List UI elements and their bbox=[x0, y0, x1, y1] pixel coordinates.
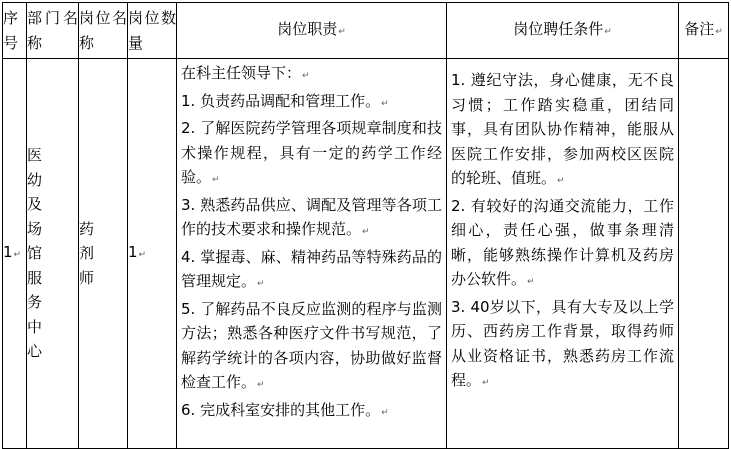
row-duties bbox=[177, 59, 447, 449]
header-post-count: 岗位数量 bbox=[128, 3, 177, 59]
header-remarks: 备注↵ bbox=[679, 3, 729, 59]
duty-item: 5. 了解药品不良反应监测的程序与监测方法；熟悉各种医疗文件书写规范，了解药学统计的各项内容，协助做好监督检查工作。↵ bbox=[181, 299, 442, 391]
row-post-name: 药剂师 bbox=[79, 59, 128, 449]
duties-intro: 在科主任领导下：↵ bbox=[181, 64, 310, 82]
duty-item: 2. 了解医院药学管理各项规章制度和技术操作规程，具有一定的药学工作经验。↵ bbox=[181, 119, 442, 186]
header-post-name: 岗位名称 bbox=[79, 3, 128, 59]
header-dept: 部门名称 bbox=[27, 3, 79, 59]
job-posting-table bbox=[2, 2, 729, 449]
row-post-count: 1↵ bbox=[128, 59, 177, 449]
table-row bbox=[3, 59, 729, 449]
row-seq: 1↵ bbox=[3, 59, 27, 449]
requirement-item: 1. 遵纪守法，身心健康，无不良习惯；工作踏实稳重，团结同事，具有团队协作精神，能服从医院工作安排，参加两校区医院的轮班、值班。↵ bbox=[451, 71, 674, 187]
header-requirements: 岗位聘任条件↵ bbox=[447, 3, 679, 59]
requirement-item: 3. 40岁以下，具有大专及以上学历、西药房工作背景，取得药师从业资格证书，熟悉药房工作流程。↵ bbox=[451, 297, 674, 389]
duty-item: 1. 负责药品调配和管理工作。↵ bbox=[181, 91, 389, 110]
header-seq: 序号 bbox=[3, 3, 27, 59]
header-duties: 岗位职责↵ bbox=[177, 3, 447, 59]
row-remarks bbox=[679, 59, 729, 449]
requirement-item: 2. 有较好的沟通交流能力，工作细心，责任心强，做事条理清晰，能够熟练操作计算机及药房办公软件。↵ bbox=[451, 196, 674, 288]
row-dept: 医幼及场馆服务中心 bbox=[27, 59, 79, 449]
header-row bbox=[3, 3, 729, 59]
duty-item: 3. 熟悉药品供应、调配及管理等各项工作的技术要求和操作规范。↵ bbox=[181, 195, 442, 238]
duty-item: 6. 完成科室安排的其他工作。↵ bbox=[181, 400, 389, 419]
duty-item: 4. 掌握毒、麻、精神药品等特殊药品的管理规定。↵ bbox=[181, 247, 442, 290]
row-requirements bbox=[447, 59, 679, 449]
